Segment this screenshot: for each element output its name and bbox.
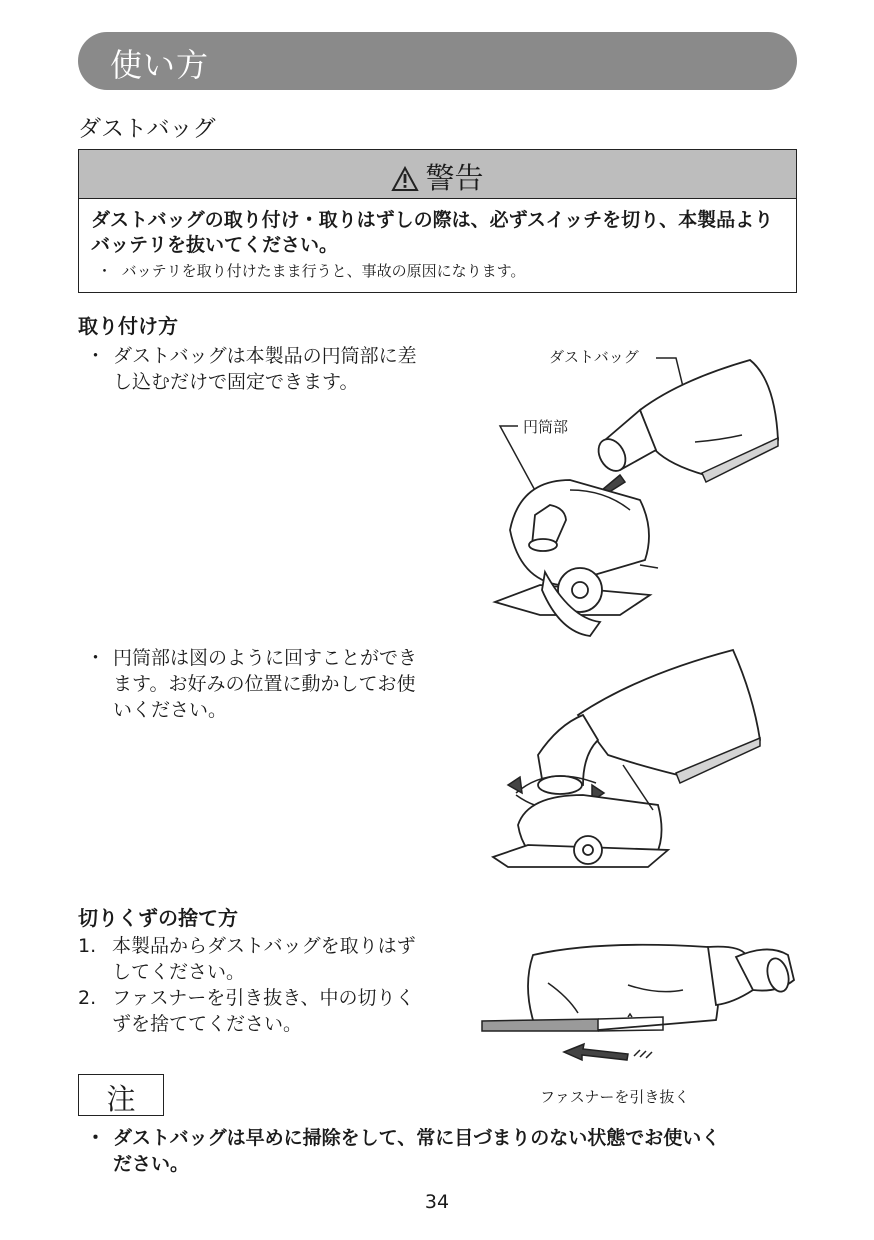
note-label: 注 bbox=[106, 1082, 136, 1116]
figure-rotate-cylinder bbox=[488, 645, 773, 873]
disposal-step-1 bbox=[78, 933, 416, 985]
note-line-1: ダストバッグは早めに掃除をして、常に目づまりのない状態でお使いく bbox=[113, 1127, 721, 1149]
disposal-step-2 bbox=[78, 985, 414, 1037]
warning-triangle-icon bbox=[391, 166, 419, 192]
attach-item-2-line-2: ます。お好みの位置に動かしてお使 bbox=[113, 673, 416, 695]
figure-attach-dust-bag bbox=[480, 340, 800, 640]
label-dust-bag: ダストバッグ bbox=[549, 348, 639, 366]
bullet: ・ bbox=[86, 1127, 106, 1149]
attach-item-1-line-2: し込むだけで固定できます。 bbox=[113, 371, 359, 393]
warning-sub-item bbox=[97, 260, 525, 281]
chapter-title: 使い方 bbox=[110, 46, 210, 84]
note-item bbox=[86, 1125, 720, 1177]
attach-item-2-line-1: 円筒部は図のように回すことができ bbox=[113, 647, 418, 669]
attach-item-1-line-1: ダストバッグは本製品の円筒部に差 bbox=[113, 345, 417, 367]
warning-title-text: 警告 bbox=[425, 161, 484, 195]
figure-pull-fastener bbox=[478, 935, 796, 1070]
note-box bbox=[78, 1074, 164, 1116]
attach-item-2-line-3: いください。 bbox=[113, 699, 228, 721]
section-title: ダストバッグ bbox=[78, 116, 216, 142]
warning-sub-text: バッテリを取り付けたまま行うと、事故の原因になります。 bbox=[121, 262, 526, 280]
note-line-2: ださい。 bbox=[113, 1153, 190, 1175]
disposal-heading: 切りくずの捨て方 bbox=[78, 906, 238, 930]
page-number: 34 bbox=[424, 1191, 450, 1213]
bullet: ・ bbox=[86, 647, 106, 669]
step-number: 1. bbox=[78, 935, 97, 957]
disposal-step-2-line-1: ファスナーを引き抜き、中の切りく bbox=[112, 987, 415, 1009]
label-cylinder: 円筒部 bbox=[523, 418, 569, 436]
bullet: ・ bbox=[86, 345, 106, 367]
warning-box bbox=[78, 149, 797, 293]
disposal-step-2-line-2: ずを捨ててください。 bbox=[112, 1013, 303, 1035]
disposal-step-1-line-1: 本製品からダストバッグを取りはず bbox=[112, 935, 416, 957]
attach-item-1 bbox=[86, 343, 417, 395]
bullet: ・ bbox=[97, 262, 113, 280]
attach-item-2 bbox=[86, 645, 417, 723]
attach-heading: 取り付け方 bbox=[78, 314, 178, 338]
warning-main-text: ダストバッグの取り付け・取りはずしの際は、必ずスイッチを切り、本製品よりバッテリを抜いてください。 bbox=[91, 209, 774, 256]
warning-title bbox=[79, 156, 796, 197]
step-number: 2. bbox=[78, 987, 97, 1009]
disposal-step-1-line-2: してください。 bbox=[112, 961, 246, 983]
fastener-caption: ファスナーを引き抜く bbox=[540, 1088, 690, 1106]
